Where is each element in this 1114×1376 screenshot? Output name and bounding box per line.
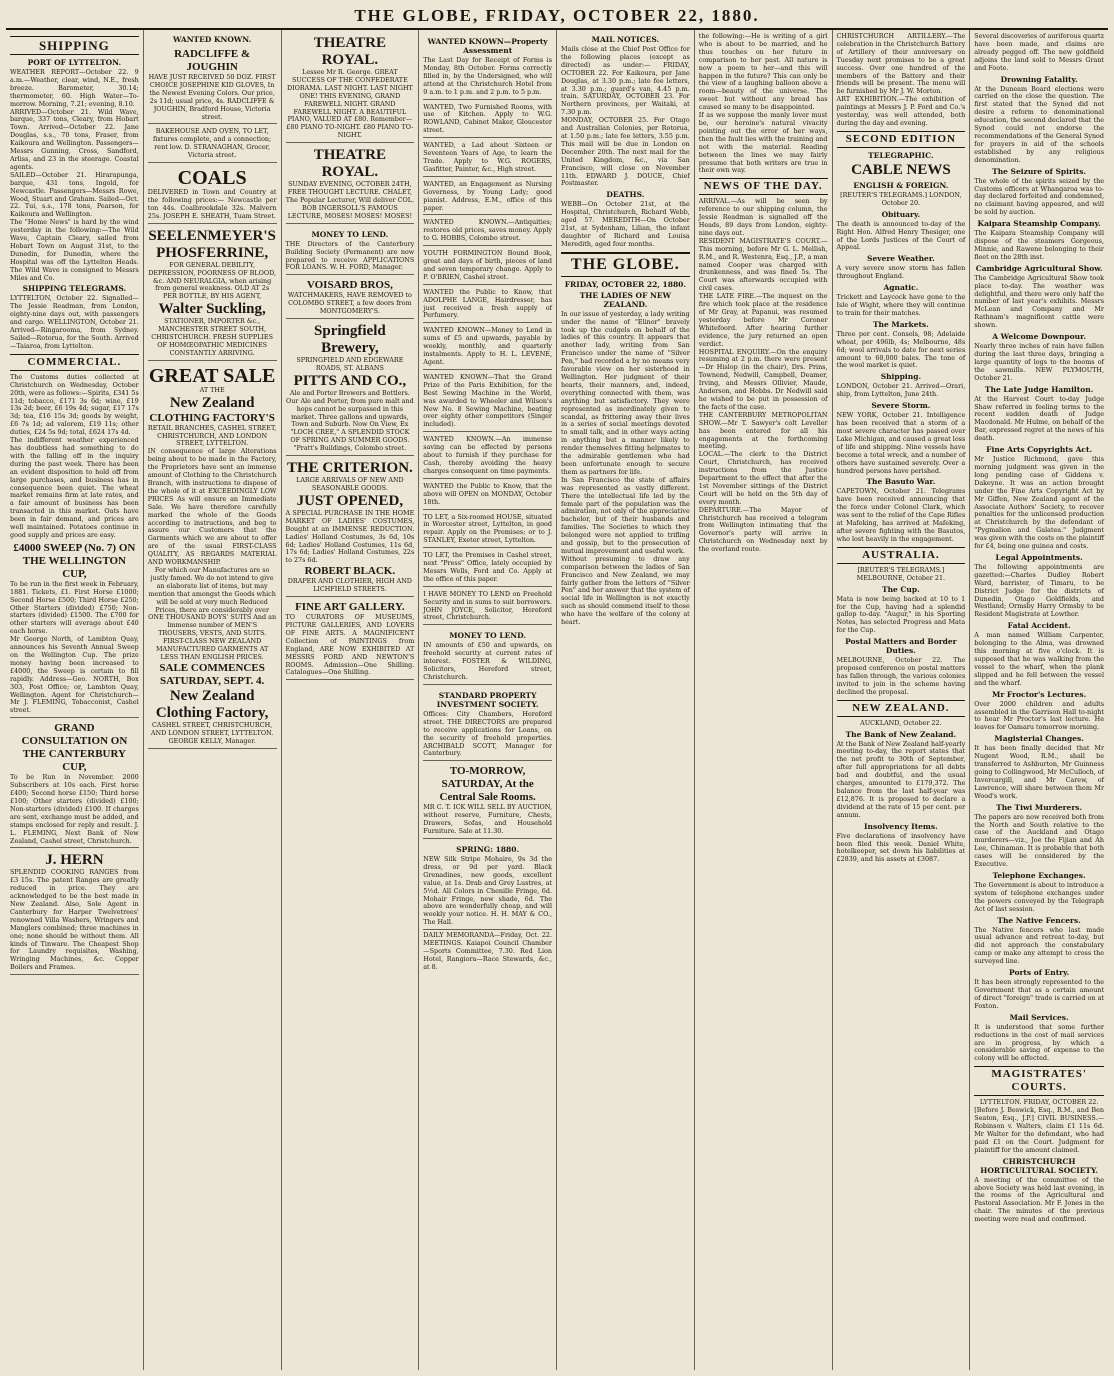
opened-title: JUST OPENED, — [296, 492, 404, 509]
spring-title: SPRING: 1880. — [456, 844, 520, 854]
money-text: THE Directors of the Canterbury Building Society (Permanent) are now prepared to receive APPLICATIONS FOR LOANS. W. H. FORD, Manager. — [285, 239, 415, 272]
bakehouse-ad: BAKEHOUSE AND OVEN, TO LET, fixtures complete, and a connection; rent low. D. STRANAGHAN, Grocer, Victoria street. — [148, 126, 277, 163]
native-text: The Native fencers who last made usual advance and retreat to-day, but did not approach the constabulary camp or make any attempt to cross the surveyed line. — [974, 925, 1104, 966]
postal-heading: Postal Matters and Border Duties. — [845, 637, 957, 656]
weather-report: WEATHER REPORT—October 22. 9 a.m.—Weather, clear, wind, N.E., fresh breeze. Barometer, 30.14; thermometer, 60. High Water—To-morrow. Morning, 7.21; evening, 8.10. — [10, 68, 139, 108]
news-text-3: THE LATE FIRE.—The inquest on the fire which took place at the residence of Mr Gray, at Papanui, was resumed yesterday before Mr Coroner Whitefoord. After hearing further evidence, the jury returned an open verdict. — [698, 292, 828, 348]
voisard-text: WATCHMAKERS, HAVE REMOVED to COLOMBO STREET, a few doors from MONTGOMERY'S. — [287, 291, 412, 316]
wanted-ad-8: WANTED KNOWN.—An immense saving can be effected by persons about to furnish if they purchase for Cash, thereby avoiding the heavy charges consequent on time payments. — [423, 434, 552, 479]
brewery-title: Springfield Brewery, — [314, 323, 386, 357]
mail-heading: MAIL NOTICES. — [591, 35, 660, 44]
deaths-text: WEBB—On October 21st, at the Hospital, Christchurch, Richard Webb, aged 57. MEREDITH—On October 21st, at Sydenham, Lilian, the infant daughter of Richard and Louisa Meredith, aged four months. — [561, 200, 690, 248]
money-title: MONEY TO LEND. — [311, 229, 389, 239]
commercial-text-2: The indifferent weather experienced has doubtless had something to do with the falling off in the inquiry during the past week. There has been an evident disposition to hold off from large purchases, and business has in consequence been quiet. The wheat market remains firm at late rates, and a fair amount of business has been transacted in this market. Oats have been in fair demand, and prices are well maintained. Potatoes continue in good supply and prices are easy. — [10, 436, 139, 539]
basuto-heading: The Basuto War. — [866, 477, 936, 487]
cambridge-text: The Cambridge Agricultural Show took place to-day. The weather was delightful, and there were only half the number of last year's exhibits. Messrs McLean and Company and Mr Rathnam's magnificent cattle were shown. — [974, 273, 1104, 330]
columns — [6, 30, 1108, 1370]
kaipara-heading: Kaipara Steamship Company. — [977, 219, 1101, 229]
legal-text: The following appointments are gazetted:—Charles Dudley Robert Ward, barrister, of Timaru, to be District Judge for the districts of Dunedin, Otago Goldfields, and Westland; Ormsby Harry Ormsby to be Resident Magistrate at Lowther. — [974, 562, 1104, 619]
wanted-ad-5: WANTED the Public to Know, that ADOLPHE LANGE, Hairdresser, has just received a fresh supply of Perfumery. — [423, 287, 552, 324]
wanted-ad-6: WANTED KNOWN—Money to Lend in sums of £5 and upwards, payable by weekly, monthly, and quarterly instalments. Apply to H. L. LEVENE, Agent. — [423, 325, 552, 370]
tomorrow-ad — [423, 763, 552, 839]
column-3 — [282, 30, 420, 1370]
obituary-text: The death is announced to-day of the Right Hon. Alfred Henry Thesiger, one of the Lords Justices of the Court of Appeal. — [836, 219, 966, 252]
suckling-title: Walter Suckling, — [158, 301, 266, 318]
news-text: ARRIVAL.—As will be seen by reference to our shipping column, the Jessie Readman is signalled off the Heads, 89 days from London, eighty-nine days out. — [698, 197, 828, 237]
fineart-text: TO CURATORS OF MUSEUMS, PICTURE GALLERIES, AND LOVERS OF FINE ARTS. A MAGNIFICENT Collection of PAINTINGS from England, ARE NOW EXHIBITED AT MESSRS FORD AND NEWTON'S ROOMS. Admission—One Shilling. Catalogues—One Shilling. — [285, 613, 415, 677]
coals-ad — [148, 165, 277, 224]
radcliffe-title: RADCLIFFE & JOUGHIN — [174, 48, 251, 73]
arrived-text: ARRIVED—October 21. Wild Wave, barque, 337 tons, Cleary, from Hobart Town. Arrived—October 22. Jane Douglas, s.s., 70 tons, Fraser, from Kaikoura and Wellington. Passengers—Messrs Gunning, Cross, Sandford, Arliss, and 23 in the steerage. Coastal agents. — [10, 107, 139, 171]
drowning-text: At the Duneam Board elections were carried on the close the question. The first stated that the Synod did not desire a reform to denominational education, the second declared that the Synod could not endorse the recommendations of the General Synod for prayers in aid of the schools established by any religious denomination. — [974, 84, 1104, 164]
nz-sub: AUCKLAND, October 22. — [860, 718, 942, 727]
column-5 — [557, 30, 695, 1370]
hern-text: SPLENDID COOKING RANGES from £3 15s. The patent Ranges are greatly reduced in price. They are acknowledged to be the best made in New Zealand. Also, Sole Agent in Canterbury for Harper Twelvetrees' renowned Villa Washers, Wringers and Manglers combined; three machines in one; none should be without them. All kinds of Tinware. The Cheapest Shop for Laundry requisites, Washing, Wringing Machines, &c. Copper Boilers and Frames. — [10, 868, 139, 972]
obituary-heading: Obituary. — [881, 209, 921, 219]
coals-text: DELIVERED in Town and Country at the following prices:— Newcastle per ton 44s. Coalbrookdale 32s. Malvern 25s. JOSEPH E. SHEATH, Tuam Street. — [147, 188, 277, 220]
column-6 — [695, 30, 833, 1370]
reuter-line: [REUTER'S TELEGRAMS.] LONDON, October 20. — [840, 190, 962, 207]
shipping-heading-2: Shipping. — [880, 372, 922, 382]
youth-ad: YOUTH FORMINGTON Bound Book, great and days of birth, pieces of land and seven temporary change. Apply to P. O'BRIEN, Cashel street. — [423, 248, 552, 285]
judge-heading: The Late Judge Hamilton. — [984, 384, 1094, 394]
murderers-text: The papers are now received both from the North and South relative to the case of the Auckland and Otago murderers—viz., Joe the Fijian and Ah Lee, Chinaman. It is probable that both cases will be considered by the Executive. — [974, 812, 1104, 869]
factory-title: New Zealand Clothing Factory, — [155, 687, 269, 721]
exchanges-heading: Telephone Exchanges. — [992, 870, 1086, 880]
fatal-text: A man named William Carpenter, belonging to the Alma, was drowned this morning at five o'clock. It is supposed that he was walking from the vessel to the wharf, when the plank slipped and he fell between the vessel and the wharf. — [974, 631, 1104, 687]
cambridge-heading: Cambridge Agricultural Show. — [975, 263, 1103, 273]
sweep-text: To be run in the first week in February, 1881. Tickets, £1. First Horse £1000; Second Horse £500; Third Horse £250; Other Starters (divided) £750; Non-starters (divided) £1500. The £700 for other starters will average about £40 each horse. — [10, 579, 139, 636]
theatre2-text: SUNDAY EVENING, OCTOBER 24TH, FREE THOUGHT LECTURE. CHALET, The Popular Lecturer, Will deliver COL. BOB INGERSOLL'S FAMOUS LECTURE, MOSES! MOSES! MOSES! — [285, 180, 414, 220]
mail-text: Mails close at the Chief Post Office for the following places (except as directed) as under:— FRIDAY, OCTOBER 22. For Kaikoura, per Jane Douglas, at 3.30 p.m.; late fee letters, at 3.30 p.m.; guard's van, 4.45 p.m. train. SATURDAY, OCTOBER 23. For Northern provinces, per Waitaki, at 7.30 p.m. — [561, 45, 690, 117]
sailed-text: SAILED—October 21. Hirarapunga, barque, 431 tons, Ingold, for Newcastle. Passengers—Messrs Rowe, Wood, Stuart and Graham. Sailed—Oct. 22. Tui, s.s., 178 tons, Pearson, for Kaikoura and Wellington. — [10, 170, 139, 219]
copyright-heading: Fine Arts Copyrights Act. — [986, 445, 1093, 455]
wanted-ad-2: WANTED, Two Furnished Rooms, with use of Kitchen. Apply to W.G. ROWLAND, Cabinet Maker, Gloucester street. — [423, 102, 552, 139]
agnatic-heading: Agnatic. — [883, 283, 919, 293]
judge-text: At the Harvest Court to-day Judge Shaw referred in feeling terms to the recent sudden death of Judge Macdonald. Mr Hulme, on behalf of the Bar, expressed regret at the news of his death. — [974, 394, 1104, 443]
markets-heading: The Markets. — [872, 319, 929, 329]
fineart-title: FINE ART GALLERY. — [295, 601, 405, 614]
downpour-text: Nearly three inches of rain have fallen during the last three days, bringing a large quantity of logs to the booms of the sawmills. NEW PLYMOUTH, October 21. — [974, 342, 1104, 382]
news-text-6: LOCAL.—The clerk to the District Court, Christchurch, has received instructions from the Justice Department to the effect that after the 1st November sittings of the District Court will be held on the 5th day of every month. — [698, 450, 828, 506]
copyright-text: Mr Justice Richmond, gave this morning judgment was given in the long pending case of Giddens v. Dakeyne. It was an action brought under the Fine Arts Copyright Act by Mr Giffen, New Zealand agent of the Associate Authors' Society, to recover penalties for the unlicensed production at Christchurch by the defendant of "Pygmalion and Galatea." Judgment was given with the costs on the plaintiff for £4, being one guinea and costs. — [974, 455, 1104, 551]
pitts-title: PITTS AND CO., — [293, 372, 407, 389]
bank-text: At the Bank of New Zealand half-yearly meeting to-day, the report states that the net profit to 30th of September, after full appropriations for all debts bad and doubtful, and the usual charges, amounted to £179,372. The balance from the last half-year was £12,876. It is proposed to declare a dividend at the rate of 15 per cent. per annum. — [836, 739, 966, 819]
magisterial-heading: Magisterial Changes. — [994, 734, 1084, 744]
entry-heading: Ports of Entry. — [1009, 968, 1070, 978]
radcliffe-ad — [148, 46, 277, 124]
nz-heading: NEW ZEALAND. — [837, 700, 966, 717]
criterion-text: LARGE ARRIVALS OF NEW AND SEASONABLE GOODS. — [296, 476, 404, 492]
proctor-text: Over 2000 children and adults assembled in the Garrison Hall to-night to hear Mr Proctor's last lecture. He leaves for Oamaru tomorrow morning. — [974, 699, 1104, 732]
factory-text: CASHEL STREET, CHRISTCHURCH, AND LONDON STREET, LYTTELTON. GEORGE KELLY, Manager. — [150, 720, 274, 745]
tomorrow-title: TO-MORROW, SATURDAY, At the Central Sale Rooms. — [439, 765, 536, 804]
cup-heading: The Cup. — [882, 584, 920, 594]
news-text-4: HOSPITAL ENQUIRY.—On the enquiry resuming at 2 p.m. there were present—Dr Hislop (in the chair), Drs. Prins, Townend, Nedwill, Campbell, Deamer, Irving, and Messrs Ollivier, Maude, Anderson, and Hobbs. Dr Nedwill said he wished to be put in possession of the facts of the case. — [698, 347, 828, 411]
ladies-text: In our issue of yesterday, a lady writing under the name of "Elinor" bravely took up the cudgels on behalf of the ladies of this country. It appears that another lady, writing from San Francisco under the name of "Silver Pen," had recorded a by no means very favorable view on her sisterhood in Wellington. Her judgment of their hearts, their manners, and, indeed, everything connected with them, was anything but satisfactory. They were represented as inordinately given to scandal, as frittering away their lives in a series of social meetings devoted to small talk, and in other ways acting in anything but a manner likely to render themselves fitting helpmates to the admirable gentlemen who had been unfortunate enough to secure them as partners for life. — [561, 309, 690, 476]
black-text: DRAPER AND CLOTHIER, HIGH AND LICHFIELD STREETS. — [287, 577, 412, 594]
insolvency-text: Five declarations of insolvency have been filed this week. Daniel White, hotelkeeper, set down his liabilities at £2839, and his assets at £3087. — [836, 831, 966, 864]
wanted-ad-1 — [423, 33, 552, 100]
wanted-ad-9: WANTED the Public to Know, that the above will OPEN on MONDAY, October 18th. — [423, 481, 552, 510]
hern-title: J. HERN — [45, 852, 104, 869]
mail-services-heading: Mail Services. — [1009, 1012, 1069, 1022]
suckling-text: STATIONER, IMPORTER &c., MANCHESTER STREET SOUTH, CHRISTCHURCH. FRESH SUPPLIES OF HOMŒOPATHIC MEDICINES CONSTANTLY ARRIVING. — [151, 317, 273, 357]
criterion-title: THE CRITERION. — [286, 460, 413, 477]
exchanges-text: The Government is about to introduce a system of telephone exchanges under the powers conveyed by the Telegraph Act of last session. — [974, 880, 1104, 913]
memoranda: DAILY MEMORANDA—Friday, Oct. 22. MEETINGS. Kaiapoi Council Chamber—Sports Committee, 7.30. Red Lion Hotel, Rangiora—Race Stewards, &c., at 8. — [423, 931, 552, 971]
wanted-known-heading: WANTED KNOWN. — [172, 35, 252, 44]
sweep-title: £4000 SWEEP (No. 7) ON THE WELLINGTON CUP, — [13, 541, 136, 580]
sale-name: New Zealand — [169, 394, 255, 411]
sale-sub: AT THE — [199, 385, 225, 394]
entry-text: It has been strongly represented to the Government that as a certain amount of direct "foreign" trade is carried on at Foxton. — [974, 978, 1104, 1010]
telegrams-heading: SHIPPING TELEGRAMS. — [22, 284, 127, 294]
globe-date: FRIDAY, OCTOBER 22, 1880. — [564, 279, 687, 289]
fatal-heading: Fatal Accident. — [1007, 621, 1071, 631]
brewery-text: SPRINGFIELD AND EDGEWARE ROADS, ST. ALBANS — [296, 356, 404, 372]
sale-text-2: For which our Manufactures are so justly famed. We do not intend to give an elaborate list of items, but may mention that amongst the Goods which will be sold at very much Reduced Prices, there are considerably over ONE THOUSAND BOYS' SUITS And an Immense number of MEN'S TROUSERS, VESTS, AND SUITS. FIRST-CLASS NEW ZEALAND MANUFACTURED GARMENTS AT LESS THAN ENGLISH PRICES. — [148, 565, 277, 661]
body-text: the following:—He is writing of a girl who is about to be married, and he thus touches on her future in comparison to her past. All nature is now a poem to her—and this will happen in the future? This can only be the view of a laughing balloon above a room—beauty of the universe. The sweet but without any bread has caused so many to be disappointed. — [698, 32, 828, 112]
art-text: ART EXHIBITION.—The exhibition of paintings at Messrs J. P. Ford and Co.'s yesterday, was well attended, both during the day and evening. — [836, 95, 966, 127]
spring-ad — [423, 841, 552, 930]
lend-title: MONEY TO LEND. — [449, 631, 527, 641]
criterion-ad — [286, 458, 415, 597]
shipping-heading: SHIPPING — [10, 36, 139, 55]
voisard-title: VOISARD BROS, — [306, 279, 393, 292]
native-heading: The Native Fencers. — [997, 915, 1081, 925]
permanent-ad — [423, 687, 552, 761]
ladies-text-3: Without presuming to draw any comparison between the ladies of San Francisco and New Zealand, we may fairly gather from the letters of "Silver Pen" and her answer that the system of social life in Wellington is not exactly such as should commend itself to those who have the welfare of the colony at heart. — [561, 554, 690, 627]
column-4 — [419, 30, 557, 1370]
deaths-heading: DEATHS. — [606, 190, 645, 200]
bank-heading: The Bank of New Zealand. — [845, 729, 957, 739]
kaipara-text: The Kaipara Steamship Company will dispose of the steamers Gorgeous, Minnie, and Rawene belonging to their fleet on the 28th inst. — [974, 229, 1104, 261]
magistrates-heading: MAGISTRATES' COURTS. — [974, 1066, 1104, 1096]
sale-date: SALE COMMENCES SATURDAY, SEPT. 4. — [159, 661, 265, 687]
masthead-title: THE GLOBE, FRIDAY, OCTOBER 22, 1880. — [354, 6, 760, 25]
telegraphic-heading: TELEGRAPHIC. — [868, 150, 934, 160]
sale-factory: CLOTHING FACTORY'S — [149, 411, 275, 424]
body-text-2: If as we suppose the manly lover must be, our heroine's natural vivacity pointing out the error of her ways, then the fault lies with the training and not with the material. Reading between the lines we may fairly presume that both writers are true in their own way. — [698, 111, 828, 175]
sweep-more: Mr George North, of Lambton Quay, announces his Seventh Annual Sweep on the Wellington Cup. The prize money having been increased to £4000, the Sweep is certain to fill rapidly. Address—Geo. NORTH, Box 303, Post Office; or, Lambton Quay, Wellington. Agent for Christchurch—Mr J. FLEMING, Tobacconist, Cashel street. — [10, 635, 139, 715]
column-7 — [833, 30, 971, 1370]
australia-sub: [REUTER'S TELEGRAMS.] MELBOURNE, October 21. — [856, 565, 946, 582]
telegrams-text: LYTTELTON, October 22. Signalled—The Jessie Readman, from London, eighty-nine days out, with passengers and cargo. WELLINGTON, October 21. Arrived—Ringarooma, from Sydney. Sailed—Rotorua, for the South. Arrived—Taiaroa, from Lyttelton. — [10, 294, 139, 350]
sweep-ad — [10, 540, 139, 718]
ladies-heading: THE LADIES OF NEW ZEALAND. — [579, 290, 672, 309]
sale-text: IN consequence of large Alterations being about to be made in the Factory, the Proprietors have sent an immense amount of Clothing to the Christchurch Branch, with instructions to dispose of the whole of it at EXCEEDINGLY LOW PRICES As will ensure an Immediate Sale. We have therefore carefully marked the whole of the Goods according to instructions, and beg to assure our Customers that the Garments which we are about to offer are of the usual FIRST-CLASS QUALITY, AS REGARDS MATERIAL AND WORKMANSHIP. — [147, 447, 277, 567]
cable-sub: ENGLISH & FOREIGN. — [853, 180, 949, 190]
theatre-text: Lessee Mr R. George. GREAT SUCCESS OF THE CONFEDERATE DIORAMA. LAST NIGHT. LAST NIGHT ONE! THIS EVENING, GRAND FAREWELL NIGHT. GRAND FAREWELL NIGHT. A BEAUTIFUL PIANO, VALUED AT £80. Remember— £80 PIANO TO-NIGHT. £80 PIANO TO-NIGHT. — [286, 68, 414, 140]
theatre2-title: THEATRE ROYAL. — [313, 147, 386, 181]
news-text-7: DEPARTURE.—The Mayor of Christchurch has received a telegram from Wellington intimating that the Governor's party will arrive in Christchurch on Wednesday next by the overland route. — [698, 505, 828, 554]
phosferrine-ad — [148, 226, 277, 361]
cup-text: Mata is now being backed at 10 to 1 for the Cup, having had a splendid gallop to-day. "Augur," in his Sporting Notes, has selected Progress and Mata for the Cup. — [836, 594, 966, 635]
column-2 — [144, 30, 282, 1370]
hern-ad — [10, 850, 139, 975]
commercial-text: The Customs duties collected at Christchurch on Wednesday, October 20th, were as follows:—Spirits, £341 5s 11d; tobacco, £171 3s 6d; wine, £19 13s 2d; beer, £6 19s 4d; sugar, £17 17s 3d; tea, £16 15s 3d; goods by weight, £6 7s 1d; ad valorem, £19 11s; other duties, £24 5s 9d; total, £624 17s 4d. — [10, 372, 139, 437]
radcliffe-text: HAVE JUST RECEIVED 50 DOZ. FIRST CHOICE JOSEPHINE KID GLOVES, In the Newest Evening Colors. Our price, 2s 11d; usual price, 4s. RADCLIFFE & JOUGHIN, Bradford House, Victoria street. — [148, 73, 276, 121]
sale-branches: RETAIL BRANCHES, CASHEL STREET, CHRISTCHURCH, AND LONDON STREET, LYTTELTON. — [147, 423, 277, 448]
weather-heading: Severe Weather. — [867, 254, 935, 264]
lend-text: IN amounts of £50 and upwards, on freehold security at current rates of interest. FOSTER & WILDING, Solicitors, Hereford street, Christchurch. — [423, 641, 552, 681]
grand-text: To be Run in November. 2000 Subscribers at 10s each. First horse £400; Second horse £150; Third horse £100; Other starters (divided) £100; Non-starters (divided) £100. If charges are sent, exchange must be added, and stamps enclosed for reply and result. J. L. FLEMING, Next Bank of New Zealand, Cashel street, Christchurch. — [10, 773, 139, 845]
commercial-heading: COMMERCIAL. — [10, 354, 139, 371]
murderers-heading: The Tiwi Murderers. — [996, 802, 1083, 812]
magisterial-text: It has been finally decided that Mr Nugent Wood, R.M., shall be transferred to Ashburton, Mr Guinness going to Collingwood, Mr McCulloch, of Invercargill, and Mr Carew, of Lawrence, will share between them Mr Wood's work. — [974, 744, 1104, 800]
spirits-heading: The Seizure of Spirits. — [992, 166, 1087, 176]
australia-heading: AUSTRALIA. — [837, 547, 966, 564]
cable-heading: CABLE NEWS — [851, 161, 951, 178]
theatre-title: THEATRE ROYAL. — [313, 35, 386, 68]
port-heading: PORT OF LYTTELTON. — [27, 58, 122, 67]
second-edition-heading: SECOND EDITION — [837, 131, 966, 148]
news-heading: NEWS OF THE DAY. — [699, 178, 828, 195]
news-text-5: THE CANTERBURY METROPOLITAN SHOW.—Mr T. Sawyer's colt Leveller has been entered for all his engagements at the forthcoming meeting. — [698, 410, 828, 451]
ladies-text-2: In San Francisco the state of affairs was represented as vastly different. There the intellectual life led by the female part of the population was the admiration, not only of the appreciative bachelor, but of their husbands and families. The Societies to which they belonged were not applied to trifling and gossip, but to the prosecution of mutual improvement and useful work. — [561, 475, 690, 555]
pitts-text: Ale and Porter Brewers and Bottlers. Our Ale and Porter, from pure malt and hops cannot be surpassed in this market. Three gallons and upwards, Town and Suburb. Now On View, Ex "LOCH CREE," A SPLENDID STOCK OF SPRING AND SUMMER GOODS. "Pratt's Buildings, Colombo street. — [286, 388, 414, 453]
column-1 — [6, 30, 144, 1370]
wanted-text: The Last Day for Receipt of Forms is Monday, 8th October. Forms correctly filled in, by the Undersigned, who will attend at the Christchurch Hotel from 9 a.m. to 1 p.m. and 2 p.m. to 5 p.m. — [423, 56, 552, 96]
downpour-heading: A Welcome Downpour. — [992, 332, 1086, 342]
proctor-heading: Mr Froctor's Lectures. — [992, 689, 1087, 699]
legal-heading: Legal Appointments. — [995, 552, 1083, 562]
news-text-2: RESIDENT MAGISTRATE'S COURT.—This morning, before Mr G. L. Mellish, R.M., and R. Westenra, Esq., J.P., a man named Cooper was charged with drunkenness, and was fined 5s. The Court was afterwards occupied with civil cases. — [698, 236, 828, 293]
tolet-ad: TO LET, a Six-roomed HOUSE, situated in Worcester street, Lyttelton, in good repair. Apply on the Premises; or to J. STANLEY, Exeter street, Lyttelton. — [423, 512, 552, 549]
horticultural-text: A meeting of the committee of the above Society was held last evening, in the rooms of the Agricultural and Pastoral Association. Mr F. Jones in the chair. The minutes of the previous meeting were read and confirmed. — [974, 1175, 1104, 1224]
black-title: ROBERT BLACK. — [304, 565, 396, 578]
sale-title: GREAT SALE — [148, 364, 276, 387]
tolet-ad-2: TO LET, the Premises in Cashel street, next "Press" Office, lately occupied by Messrs Wells, Ford and Co. Apply at the office of this paper. — [423, 550, 552, 587]
goldfield-text: Several discoveries of auriferous quartz have been made, and claims are already pegged off. The new goldfield adjoins the land sold to Messrs Grant and Foote. — [974, 32, 1104, 72]
lyttelton-text: [Before J. Beswick, Esq., R.M., and Ben Seaton, Esq., J.P.] CIVIL BUSINESS.—Robinson v. Walters, claim £1 11s 6d. Mr Walter for the defendant, who had paid £1 on the Court. Judgment for plaintiff for the amount claimed. — [974, 1106, 1104, 1154]
artillery-text: CHRISTCHURCH ARTILLERY.—The celebration in the Christchurch Battery of Artillery of their anniversary on Tuesday next promises to be a great success. Over one hundred of the members of the Battery and their friends will be present. The menu will be furnished by Mr J. W. Morton. — [836, 32, 966, 96]
wanted-ad-3: WANTED, a Lad about Sixteen or Seventeen Years of Age, to learn the Trade. Apply to W.G. ROGERS, Gasfitter, Painter, &c., High street. — [423, 140, 552, 177]
grand-consultation-ad — [10, 720, 139, 848]
coals-title: COALS — [177, 167, 247, 190]
money-ad — [286, 226, 415, 276]
lyttelton-heading: LYTTELTON. FRIDAY, OCTOBER 22. — [979, 1098, 1099, 1107]
wanted-ad-7: WANTED KNOWN—That the Grand Prize of the Paris Exhibition, for the Best Sewing Machine in the World, was awarded to Wheeler and Wilson's New No. 8 Sewing Machine, beating over eighty other competitors (Singer included). — [423, 372, 552, 432]
voisard-ad — [286, 277, 415, 319]
mail-text-2: MONDAY, OCTOBER 25. For Otago and Australian Colonies, per Rotorua, at 1.50 p.m.; late fee letters, 3.55 p.m. This mail will be due in London on December 20th. The next mail for the United Kingdom, &c., via San Francisco, will close on November 11th. EDWARD J. DOUCE, Chief Postmaster. — [561, 116, 690, 188]
storm-heading: Severe Storm. — [871, 401, 931, 411]
spring-text: NEW Silk Stripe Mohaire, 9s 3d the dress, or 9d per yard. Black Grenadines, new goods, excellent value, at 1s. Drab and Grey Lustres, at 5½d. All Colors in Chenille Fringe, 6d. Mohair Fringe, new shade, 6d. The above are wonderfully cheap, and will weekly your notice. H. H. MAY & CO., The Hall. — [423, 854, 552, 927]
insolvency-heading: Insolvency Items. — [864, 821, 938, 831]
weather-text: A very severe snow storm has fallen throughout England. — [836, 264, 966, 281]
fineart-ad — [286, 599, 415, 680]
tomorrow-text: MR C. T. ICK WILL SELL BY AUCTION, without reserve, Furniture, Chests, Drawers, Sofas, and Household Furniture. Sale at 11.30. — [423, 803, 552, 836]
storm-text: NEW YORK, October 21. Intelligence has been received that a storm of a most severe character has passed over Lake Michigan, and caused a great loss of life and shipping. Nine vessels have become a total wreck, and a number of others have sustained severely. Over a hundred persons have perished. — [836, 411, 966, 475]
opened-text: A SPECIAL PURCHASE IN THE HOME MARKET OF LADIES' COSTUMES, Bought at an IMMENSE REDUCTION. Ladies' Holland Costumes, 3s 6d, 10s 6d; Ladies' Holland Costumes, 11s 6d, 17s 6d; Ladies' Holland Costumes, 22s to 27s 6d. — [285, 508, 415, 565]
brewery-ad — [286, 321, 415, 456]
wanted-known-ad: WANTED KNOWN.—Antiquities; restores old prices, saves money. Apply to G. HOBBS, Colombo street. — [423, 217, 552, 246]
lend-ad: I HAVE MONEY TO LEND on Freehold Security and in sums to suit borrowers. JOHN JOYCE, Solicitor, Hereford street, Christchurch. — [423, 589, 552, 626]
grand-title: GRAND CONSULTATION ON THE CANTERBURY CUP, — [21, 722, 128, 774]
permanent-text: Offices: City Chambers, Hereford street. THE DIRECTORS are prepared to receive applications for Loans, on the security of freehold properties. ARCHIBALD SCOTT, Manager for Canterbury. — [423, 709, 552, 758]
lend-ad-2 — [423, 627, 552, 685]
horticultural-heading: CHRISTCHURCH HORTICULTURAL SOCIETY. — [980, 1156, 1098, 1175]
phos-title: SEELENMEYER'S PHOSFERRINE, — [148, 227, 276, 261]
markets-text: Three per cent. Consols, 98; Adelaide wheat, per 496lb, 4s; Melbourne, 48s 6d; wool arrivals to date for next series amount to 60,000 bales. The tone of the wool market is quiet. — [836, 329, 966, 370]
great-sale-ad — [148, 363, 277, 749]
wanted-ad-4: WANTED, an Engagement as Nursing Governess, by Young Lady; good pianist. Address, E.M., office of this paper. — [423, 179, 552, 216]
shipping-text-2: LONDON, October 21. Arrived—Orari, ship, from Lyttelton, June 24th. — [836, 382, 966, 399]
agnatic-text: Trickett and Laycock have gone to the Isle of Wight, where they will continue to train for their matches. — [836, 293, 966, 317]
home-news-text: The "Home News" is hard by the wind yesterday in the following:—The Wild Wave, Captain Cleary, sailed from Hobart Town on August 31st, to the Dunedin, for Dunedin, where the Hospital was off the Lyttelton Heads. The Wild Wave is consigned to Messrs Miles and Co. — [10, 218, 139, 282]
permanent-title: STANDARD PROPERTY INVESTMENT SOCIETY. — [436, 690, 539, 709]
phos-text: FOR GENERAL DEBILITY, DEPRESSION, POORNESS OF BLOOD, &c. AND NEURALGIA, when arising from general weakness. OLD AT 2s PER BOTTLE, BY HIS AGENT, — [148, 260, 277, 301]
masthead — [6, 4, 1108, 30]
spirits-text: The whole of the spirits seized by the Customs officers at Whangaroa was to-day declared forfeited and condemned, no claimant having appeared, and will be sold by auction. — [974, 176, 1104, 217]
mail-services-text: It is understood that some further reductions in the cost of mail services are in progress, by which a considerable saving of expense to the colony will be effected. — [974, 1022, 1104, 1063]
column-8 — [970, 30, 1108, 1370]
theatre-royal-ad — [286, 33, 415, 143]
globe-title: THE GLOBE. — [561, 252, 690, 277]
wanted-title: WANTED KNOWN—Property Assessment — [427, 37, 548, 55]
postal-text: MELBOURNE, October 22. The proposed conference on postal matters has fallen through, the various colonies invited to join in the scheme having declined the proposal. — [836, 656, 966, 696]
theatre-royal-ad-2 — [286, 145, 415, 224]
drowning-heading: Drowning Fatality. — [1000, 74, 1078, 84]
basuto-text: CAPETOWN, October 21. Telegrams have been received announcing that the force under Colonel Clark, which was sent to the relief of the Cape Rifles at Mafeking, has arrived at Mafeking, after severe fighting with the Basutos, who lost heavily in the engagement. — [836, 487, 966, 543]
